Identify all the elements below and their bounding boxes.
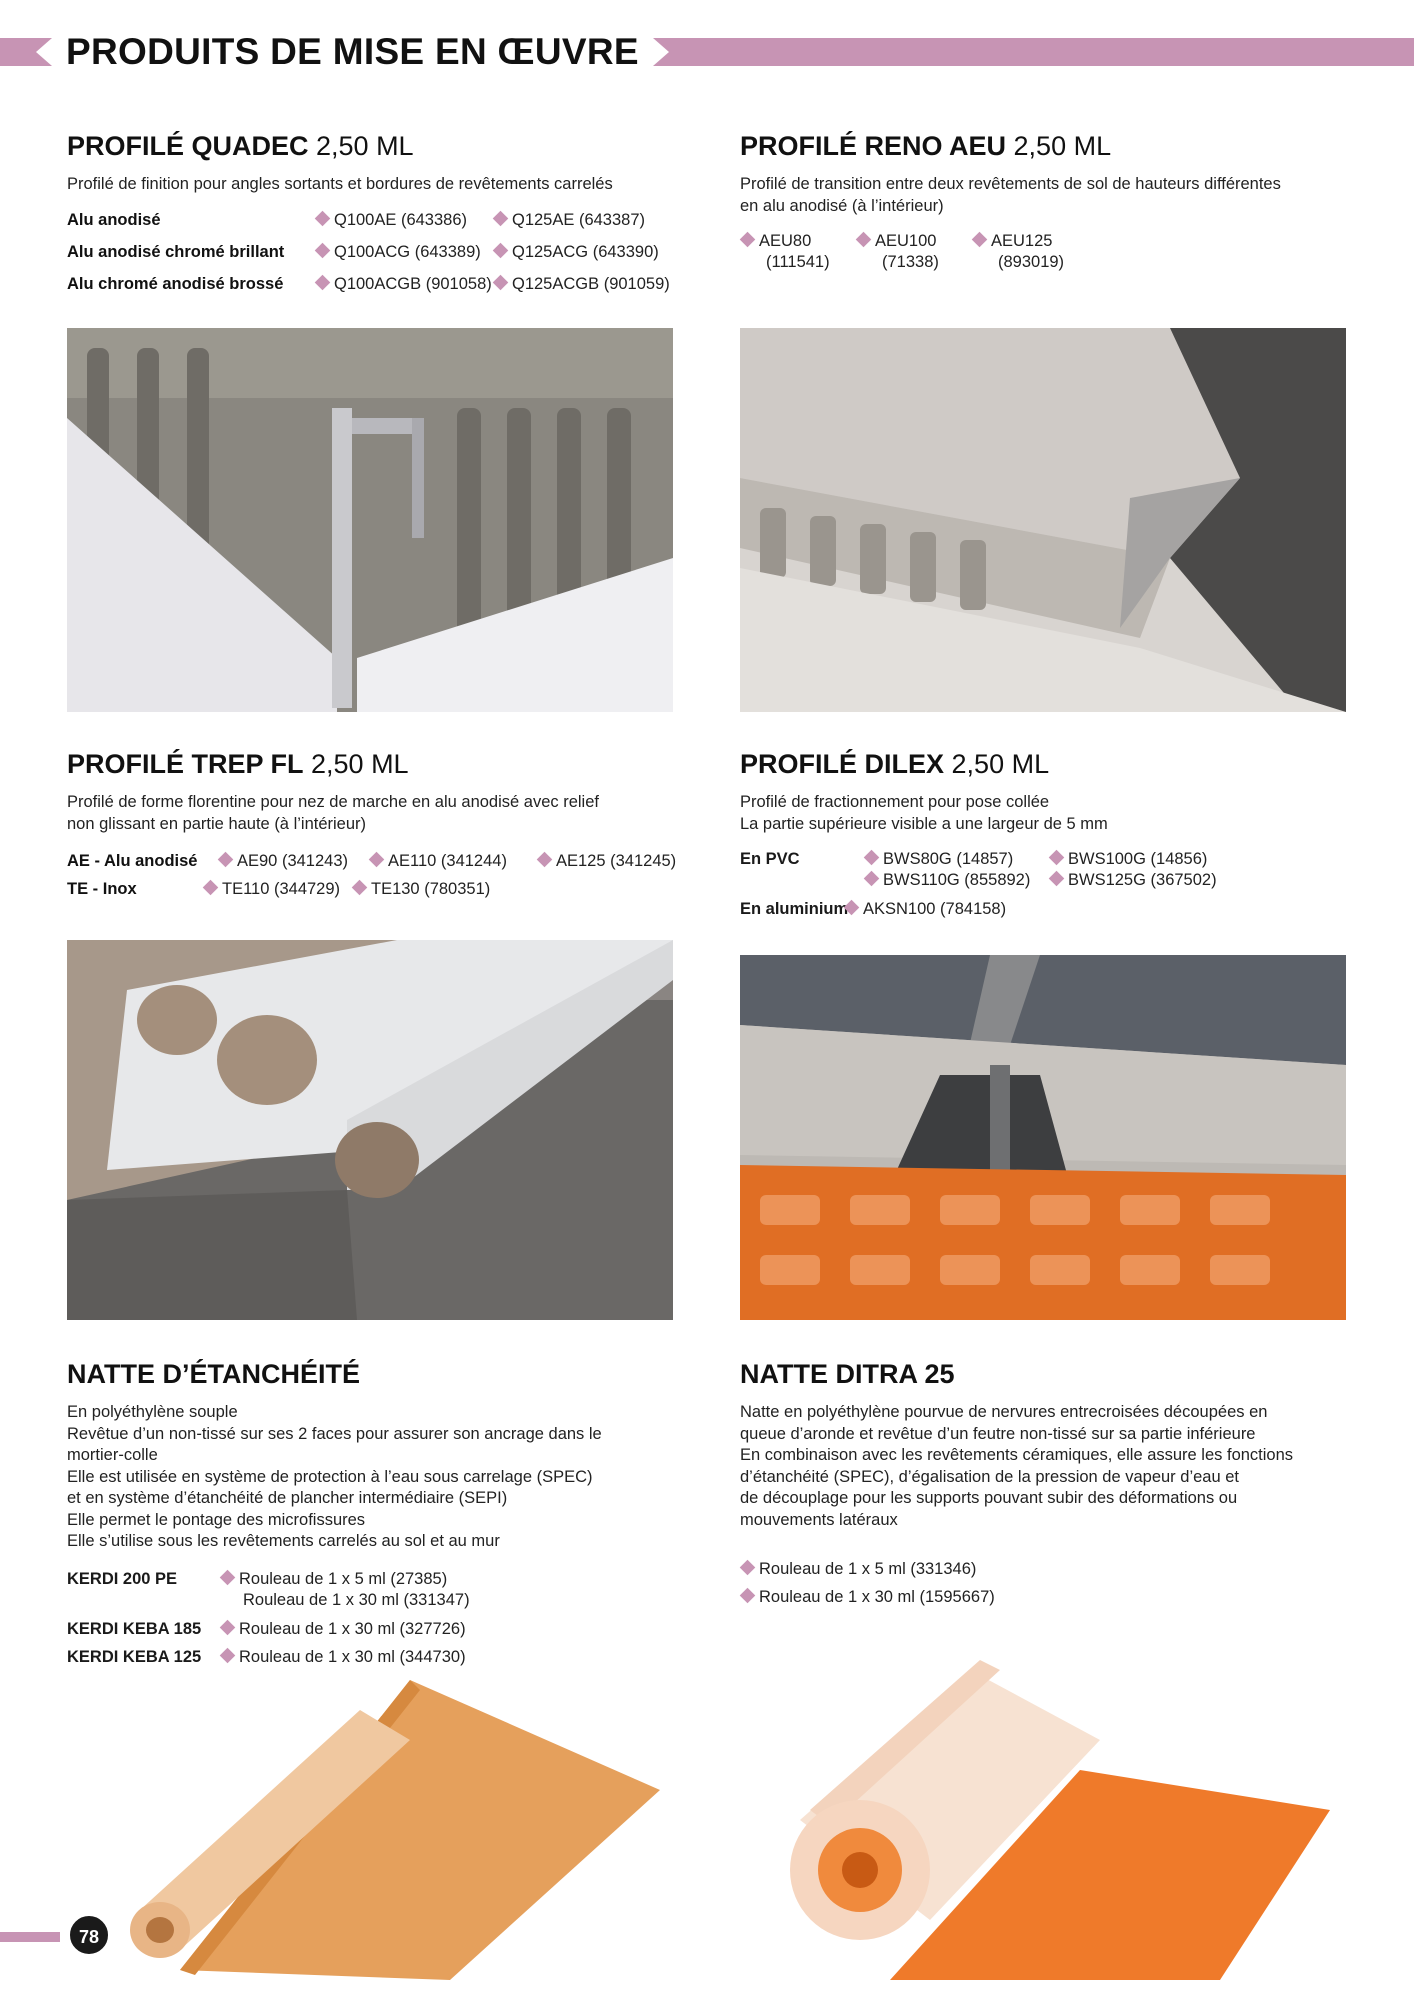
section-description: Profilé de fractionnement pour pose collée La partie supérieure visible a une largeur de 5 mm — [740, 793, 1108, 833]
reference-row: TE - Inox TE110 (344729) TE130 (780351) — [67, 875, 677, 903]
reference-row: Alu anodisé Q100AE (643386) Q125AE (643387) — [67, 204, 677, 236]
dilex-photo — [740, 955, 1346, 1320]
reference-list — [67, 204, 677, 300]
reference-code: (893019) — [998, 253, 1065, 271]
reference-item: Q100ACG (643389) — [317, 236, 481, 268]
section-ditra — [740, 1358, 1350, 1615]
reference-item: BWS100G (14856) — [1051, 849, 1207, 870]
reference-list — [740, 231, 1350, 281]
page-title: PRODUITS DE MISE EN ŒUVRE — [66, 31, 639, 72]
reference-list — [67, 1569, 677, 1679]
section-description: Natte en polyéthylène pourvue de nervures entrecroisées découpées en queue d’aronde et revêtue d’un feutre non-tissé sur sa partie inférieure En combinaison avec les revêtements céramiques, elle assure les fonctions d’étanchéité (SPEC), d’égalisation de la pression de vapeur d’eau et de découplage pour les supports pouvant subir des déformations ou mouvements latéraux — [740, 1403, 1294, 1529]
section-title: PROFILÉ DILEX 2,50 ML — [740, 749, 1050, 779]
section-description: Profilé de forme florentine pour nez de marche en alu anodisé avec relief non glissant en partie haute (à l’intérieur) — [67, 793, 599, 833]
material-label: En PVC — [740, 850, 800, 868]
section-description: Profilé de transition entre deux revêtements de sol de hauteurs différentes en alu anodisé (à l’intérieur) — [740, 175, 1281, 215]
reno-photo — [740, 328, 1346, 712]
reference-list — [740, 1555, 1350, 1615]
section-dilex — [740, 748, 1350, 925]
reference-item: AE125 (341245) — [539, 847, 676, 875]
reference-row: Alu chromé anodisé brossé Q100ACGB (901058) Q125ACGB (901059) — [67, 268, 677, 300]
section-title: NATTE D’ÉTANCHÉITÉ — [67, 1359, 360, 1389]
reference-item: AE90 (341243) — [220, 847, 348, 875]
product-label: KERDI 200 PE — [67, 1569, 178, 1588]
section-reno — [740, 130, 1350, 281]
reference-item: Q100AE (643386) — [317, 204, 467, 236]
natte-roll-photo — [120, 1680, 660, 1980]
trep-photo — [67, 940, 673, 1320]
ditra-roll-photo — [770, 1650, 1330, 1980]
section-description: En polyéthylène souple Revêtue d’un non-tissé sur ses 2 faces pour assurer son ancrage dans le mortier-colle Elle est utilisée en système de protection à l’eau sous carrelage (SPEC) et en système d’étanchéité de plancher intermédiaire (SEPI) Elle permet le pontage des microfissures Elle s’utilise sous les revêtements carrelés au sol et au mur — [67, 1403, 602, 1550]
reference-row: AE - Alu anodisé AE90 (341243) AE110 (341244) AE125 (341245) — [67, 847, 677, 875]
header — [52, 30, 653, 74]
section-description: Profilé de finition pour angles sortants et bordures de revêtements carrelés — [67, 175, 613, 193]
reference-item: AE110 (341244) — [371, 847, 507, 875]
reference-code: (111541) — [766, 253, 830, 271]
reference-item: Rouleau de 1 x 30 ml (327726) — [222, 1619, 466, 1641]
product-label: KERDI KEBA 125 — [67, 1647, 202, 1666]
reference-item: TE110 (344729) — [205, 875, 340, 903]
section-title: PROFILÉ TREP FL 2,50 ML — [67, 749, 409, 779]
reference-item: Rouleau de 1 x 30 ml (331347) — [243, 1590, 470, 1609]
section-quadec — [67, 130, 677, 300]
material-label: En aluminium — [740, 900, 849, 918]
reference-item: Rouleau de 1 x 30 ml (1595667) — [742, 1583, 995, 1611]
section-title: PROFILÉ RENO AEU 2,50 ML — [740, 131, 1112, 161]
reference-list — [67, 847, 677, 903]
page-number: 78 — [68, 1914, 110, 1956]
reference-item: TE130 (780351) — [354, 875, 490, 903]
quadec-photo — [67, 328, 673, 712]
reference-item: AKSN100 (784158) — [846, 899, 1006, 920]
section-trep — [67, 748, 677, 903]
reference-item: Q125AE (643387) — [495, 204, 645, 236]
section-natte — [67, 1358, 677, 1679]
reference-item: BWS125G (367502) — [1051, 870, 1217, 891]
product-label: KERDI KEBA 185 — [67, 1619, 202, 1638]
reference-item: Rouleau de 1 x 30 ml (344730) — [222, 1647, 466, 1669]
reference-item: Rouleau de 1 x 5 ml (331346) — [742, 1555, 976, 1583]
reference-code: (71338) — [882, 253, 939, 271]
section-title: NATTE DITRA 25 — [740, 1359, 955, 1389]
reference-list — [740, 849, 1350, 925]
reference-row: Alu anodisé chromé brillant Q100ACG (643389) Q125ACG (643390) — [67, 236, 677, 268]
reference-item: Q125ACG (643390) — [495, 236, 659, 268]
reference-item: Q100ACGB (901058) — [317, 268, 492, 300]
reference-item: AEU80 — [742, 231, 811, 252]
reference-item: Q125ACGB (901059) — [495, 268, 670, 300]
reference-item: AEU100 — [858, 231, 936, 252]
reference-item: Rouleau de 1 x 5 ml (27385) — [222, 1569, 447, 1591]
reference-item: BWS110G (855892) — [866, 870, 1030, 891]
reference-item: AEU125 — [974, 231, 1052, 252]
page-number-band — [0, 1932, 60, 1942]
reference-item: BWS80G (14857) — [866, 849, 1013, 870]
section-title: PROFILÉ QUADEC 2,50 ML — [67, 131, 414, 161]
